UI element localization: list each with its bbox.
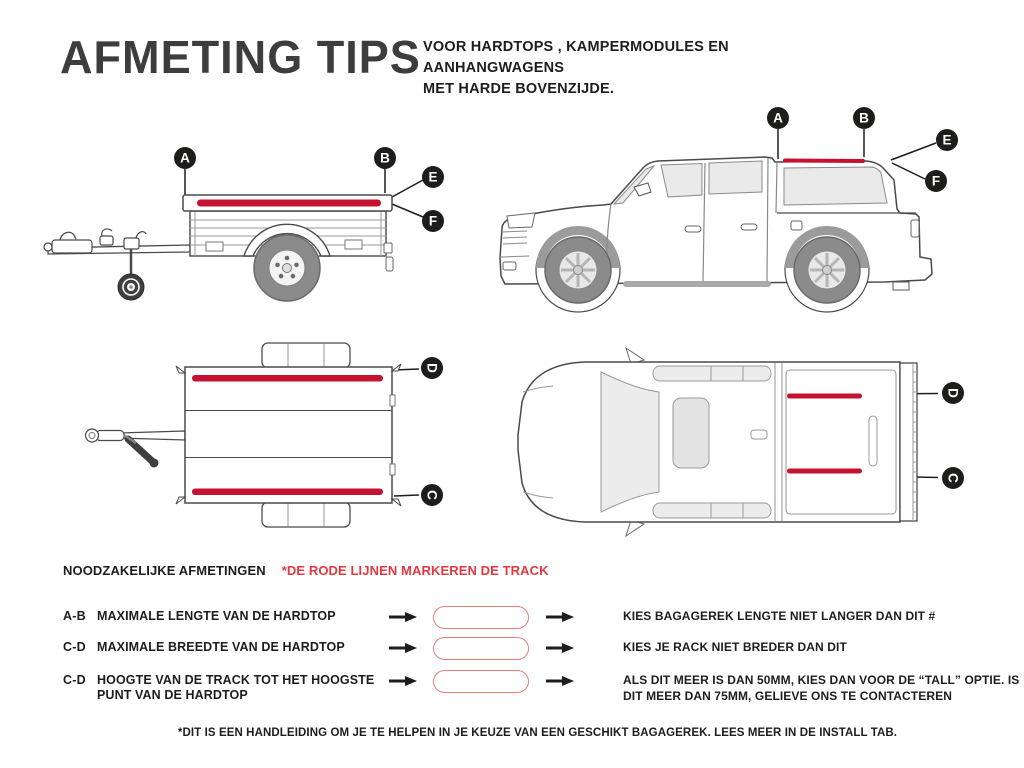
row-label: MAXIMALE BREEDTE VAN DE HARDTOP [97,640,345,654]
page-subtitle [423,37,853,100]
svg-text:F: F [428,213,438,229]
row-result: ALS DIT MEER IS DAN 50MM, KIES DAN VOOR DE “TALL” OPTIE. IS DIT MEER DAN 75MM, GELIEVE ONS TE CONTACTEREN [623,673,1020,703]
subtitle-line-2: MET HARDE BOVENZIJDE. [423,81,615,97]
door-handle [685,226,701,232]
badge-c [421,484,443,506]
track-line-red [787,394,862,399]
track-line-red [787,469,862,474]
headlight [507,213,535,228]
hinge [390,395,395,406]
row-code: C-D [63,673,86,687]
badge-c [942,467,964,489]
arrow-right-icon [546,643,574,653]
latch [345,240,362,249]
page-title: AFMETING TIPS [60,31,421,83]
trailer-top-diagram [40,335,460,555]
measurement-row-cd-width [63,637,1013,661]
bed-handle [869,416,877,466]
arrow-right-icon [546,612,574,622]
svg-text:F: F [931,173,941,189]
row-label: MAXIMALE LENGTE VAN DE HARDTOP [97,609,336,623]
svg-text:D: D [945,388,961,398]
row-result: KIES BAGAGEREK LENGTE NIET LANGER DAN DIT # [623,609,936,623]
leader-lines [394,369,419,496]
running-board [623,281,771,287]
track-line-red [197,200,381,207]
latch [206,242,223,251]
badge-f [422,210,444,232]
tow-hitch [893,282,909,290]
track-line-red [785,161,863,162]
jack-handle [124,435,159,468]
tail-light [911,220,919,237]
badge-f [925,170,947,192]
arrow-right-icon [389,676,417,686]
arrow-right-icon [546,676,574,686]
badge-a [174,147,196,169]
svg-text:C: C [945,473,961,483]
jockey-wheel [118,232,146,300]
trailer-box [185,367,392,503]
side-window-strip [653,503,771,518]
front-wheel [545,237,611,303]
fuel-door [791,221,802,230]
svg-text:D: D [424,363,440,373]
measurement-entry-box [433,670,529,693]
section-note-red: *DE RODE LIJNEN MARKEREN DE TRACK [281,563,549,578]
trailer-wheel [254,235,320,301]
hitch-coupler [86,429,125,442]
badge-e [422,166,444,188]
row-result: KIES JE RACK NIET BREDER DAN DIT [623,640,847,654]
arrow-right-icon [389,612,417,622]
badge-b [853,107,875,129]
footnote: *DIT IS EEN HANDLEIDING OM JE TE HELPEN IN JE KEUZE VAN EEN GESCHIKT BAGAGEREK. LEES MEER IN DE INSTALL TAB. [177,727,898,739]
truck-top-diagram [485,330,1000,560]
arrow-right-icon [389,643,417,653]
badge-b [374,147,396,169]
row-label: HOOGTE VAN DE TRACK TOT HET HOOGSTE PUNT VAN DE HARDTOP [97,673,375,702]
subtitle-line-1: VOOR HARDTOPS , KAMPERMODULES EN AANHANGWAGENS [423,39,729,76]
svg-text:E: E [428,169,438,185]
measurements-heading [63,563,549,578]
fog-light [503,262,516,270]
rear-wheel [794,237,860,303]
svg-text:C: C [424,490,440,500]
svg-text:A: A [180,150,190,166]
hinge [390,464,395,475]
rear-bracket [386,257,393,271]
side-window-strip [653,366,771,381]
cab-rear-window-handle [751,430,767,439]
door-handle [741,224,757,230]
windshield-band [601,372,659,512]
measurement-row-cd-height [63,670,1020,703]
truck-side-diagram [485,100,1000,315]
badge-d [942,382,964,404]
measurement-entry-box [433,606,529,629]
badge-d [421,357,443,379]
badge-e [936,129,958,151]
measurement-row-ab [63,606,1013,630]
bed-inner [786,370,896,514]
trailer-side-diagram [40,135,460,315]
svg-text:A: A [773,110,783,126]
svg-text:E: E [942,132,952,148]
svg-text:B: B [380,150,390,166]
row-code: C-D [63,640,86,654]
tail-lamp [384,243,392,253]
track-line-red [192,489,383,496]
section-title: NOODZAKELIJKE AFMETINGEN [63,563,266,578]
svg-text:B: B [859,110,869,126]
badge-a [767,107,789,129]
row-code: A-B [63,609,86,623]
sunroof [673,398,709,468]
track-line-red [192,375,383,382]
measurement-entry-box [433,637,529,660]
